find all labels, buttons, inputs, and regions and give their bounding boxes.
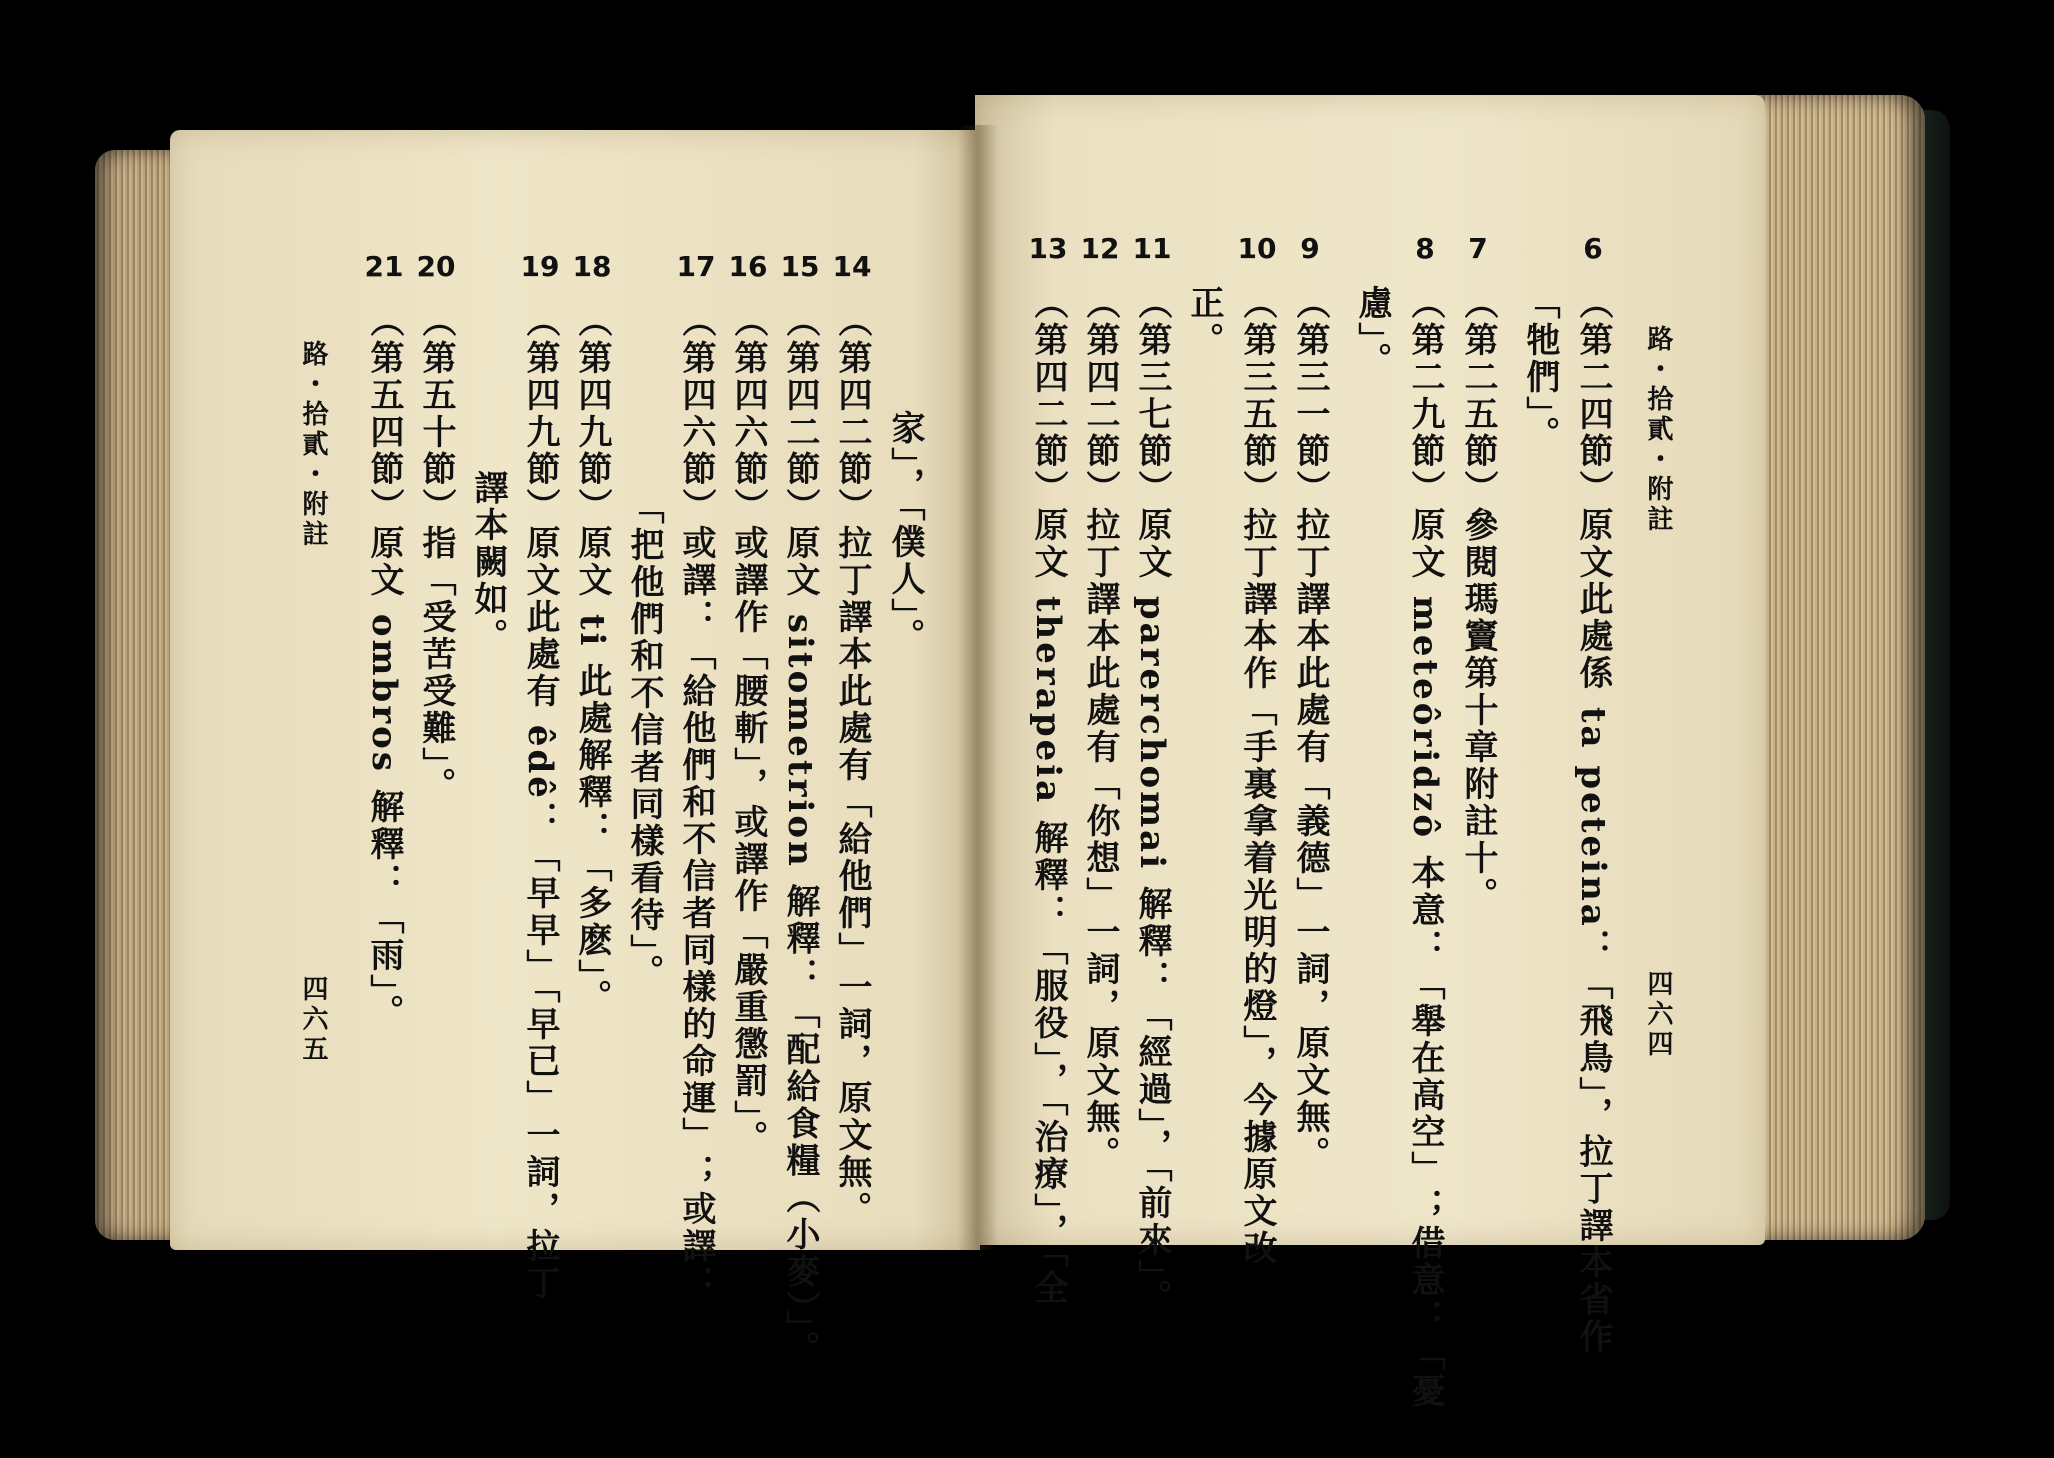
note-number: 17: [676, 250, 716, 283]
page-block-right-edge: [1755, 95, 1925, 1240]
note-line: 正。: [1184, 285, 1224, 359]
note-line: （第四六節）或譯：「給他們和不信者同樣的命運」；或譯：: [676, 303, 716, 1302]
note-line: （第四六節）或譯作「腰斬」，或譯作「嚴重懲罰」。: [728, 303, 768, 1157]
note-line: （第三七節）原文 parerchomai 解釋：「經過」，「前來」。: [1132, 285, 1172, 1316]
note-line: 家」，「僕人」。: [885, 410, 925, 655]
note-line: （第四九節）原文 ti 此處解釋：「多麽」。: [572, 303, 612, 1017]
note-number: 6: [1583, 232, 1603, 265]
note-number: 7: [1468, 232, 1488, 265]
note-line: 「把他們和不信者同樣看待」。: [624, 490, 664, 991]
note-line: （第二九節）原文 meteôridzô 本意：「舉在高空」；借意：「憂: [1405, 285, 1445, 1410]
note-number: 19: [520, 250, 560, 283]
right-page-number: 四六四: [1643, 970, 1673, 1060]
note-number: 11: [1132, 232, 1172, 265]
left-page-number: 四六五: [298, 975, 328, 1065]
note-line: （第五十節）指「受苦受難」。: [416, 303, 456, 804]
book-gutter: [958, 125, 998, 1250]
note-line: （第四二節）原文 therapeia 解釋：「服役」，「治療」，「全: [1028, 285, 1068, 1308]
right-page-header: 路・拾貳・附註: [1643, 325, 1673, 535]
note-number: 15: [780, 250, 820, 283]
note-number: 13: [1028, 232, 1068, 265]
note-number: 21: [364, 250, 404, 283]
note-line: （第三五節）拉丁譯本作「手裏拿着光明的燈」，今據原文改: [1237, 285, 1277, 1267]
note-line: 「牠們」。: [1520, 285, 1560, 453]
note-number: 16: [728, 250, 768, 283]
note-number: 18: [572, 250, 612, 283]
note-line: 譯本闕如。: [468, 470, 508, 655]
note-number: 9: [1300, 232, 1320, 265]
note-number: 8: [1415, 232, 1435, 265]
note-line: 慮」。: [1352, 285, 1392, 379]
note-line: （第二五節）參閱瑪竇第十章附註十。: [1458, 285, 1498, 914]
note-line: （第三一節）拉丁譯本此處有「義德」一詞，原文無。: [1290, 285, 1330, 1173]
note-number: 14: [832, 250, 872, 283]
note-line: （第二四節）原文此處係 ta peteina：「飛鳥」，拉丁譯本省作: [1573, 285, 1613, 1356]
left-page-header: 路・拾貳・附註: [298, 340, 328, 550]
note-line: （第四二節）拉丁譯本此處有「你想」一詞，原文無。: [1080, 285, 1120, 1173]
note-line: （第四二節）原文 sitometrion 解釋：「配給食糧（小麥）」。: [780, 303, 820, 1368]
note-number: 12: [1080, 232, 1120, 265]
note-number: 20: [416, 250, 456, 283]
note-number: 10: [1237, 232, 1277, 265]
note-line: （第四二節）拉丁譯本此處有「給他們」一詞，原文無。: [832, 303, 872, 1228]
note-line: （第五四節）原文 ombros 解釋：「雨」。: [364, 303, 404, 1031]
note-line: （第四九節）原文此處有 êdê：「早早」「早已」一詞，拉丁: [520, 303, 560, 1302]
